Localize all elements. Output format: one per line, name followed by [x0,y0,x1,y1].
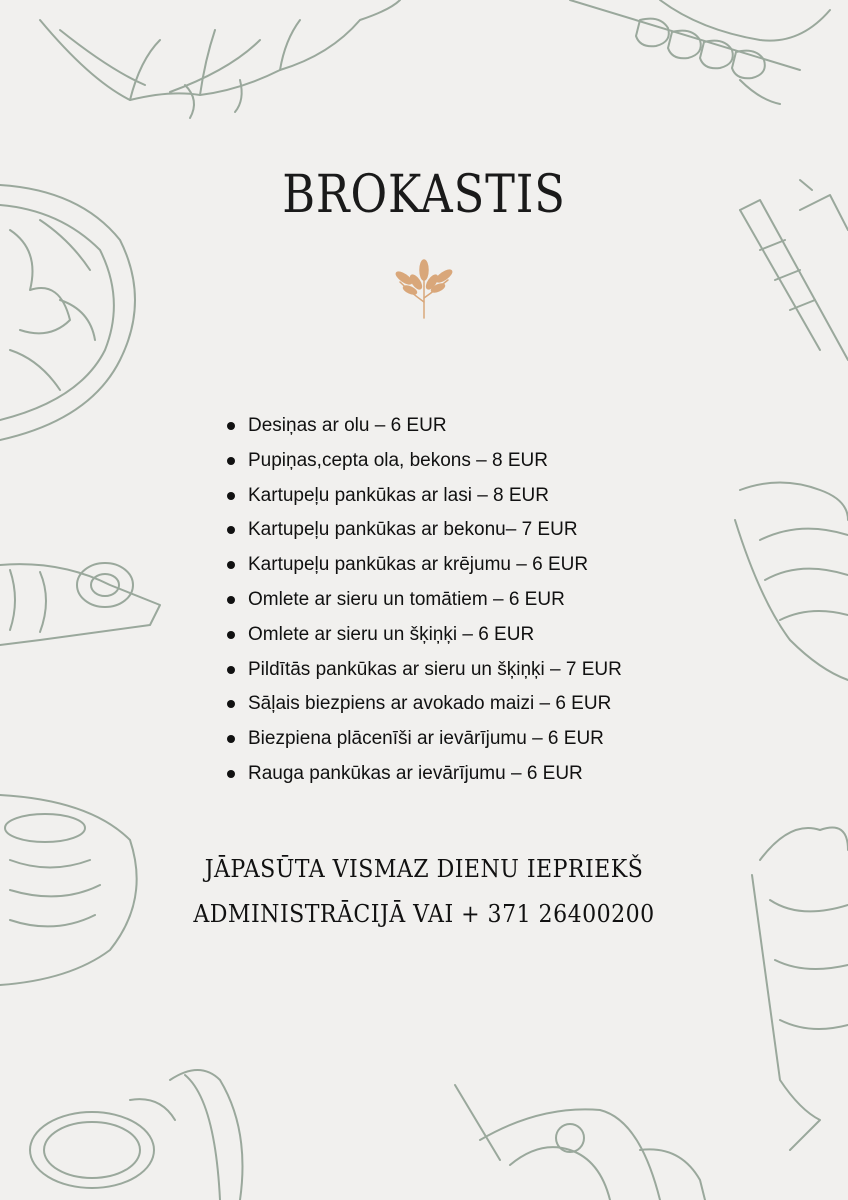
menu-item: Sāļais biezpiens ar avokado maizi – 6 EUR [226,687,786,722]
order-note-line2: ADMINISTRĀCIJĀ VAI + 371 26400200 [193,900,655,928]
menu-item: Pupiņas,cepta ola, bekons – 8 EUR [226,444,786,479]
menu-item: Biezpiena plācenīši ar ievārījumu – 6 EUR [226,722,786,757]
wheat-icon [388,254,460,320]
menu-item: Rauga pankūkas ar ievārījumu – 6 EUR [226,757,786,792]
menu-item: Kartupeļu pankūkas ar krējumu – 6 EUR [226,548,786,583]
skewer-sketch-top-right [570,0,830,104]
page-title: BROKASTIS [282,165,566,225]
menu-item: Kartupeļu pankūkas ar lasi – 8 EUR [226,479,786,514]
menu-item: Kartupeļu pankūkas ar bekonu– 7 EUR [226,513,786,548]
wrap-sketch-bottom [455,1085,705,1200]
menu-item: Omlete ar sieru un šķiņķi – 6 EUR [226,618,786,653]
menu-item: Pildītās pankūkas ar sieru un šķiņķi – 7 EUR [226,653,786,688]
noodle-bowl-sketch-left [0,795,137,985]
order-note-line1: JĀPASŪTA VISMAZ DIENU IEPRIEKŠ [204,855,644,883]
breakfast-menu-list [226,409,786,792]
menu-item: Omlete ar sieru un tomātiem – 6 EUR [226,583,786,618]
sauce-sketch-bottom-left [30,1070,243,1200]
roll-sketch-left [0,563,160,645]
menu-item: Desiņas ar olu – 6 EUR [226,409,786,444]
pastry-sketch-top-left [40,0,400,118]
